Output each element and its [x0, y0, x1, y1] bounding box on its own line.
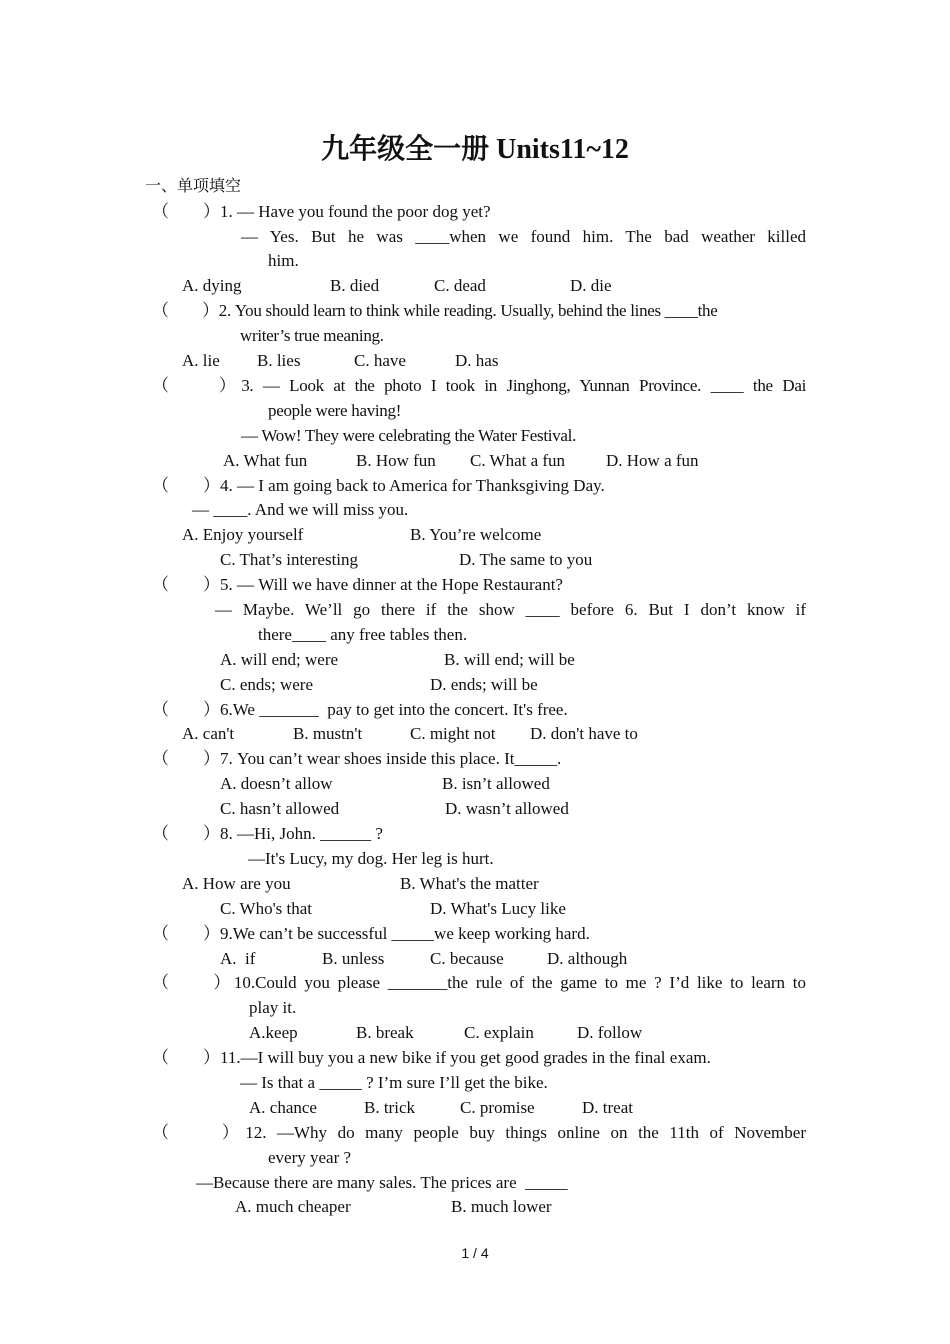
- question-1: （ ）1. — Have you found the poor dog yet?: [152, 202, 491, 221]
- q3-option-a: A. What fun: [223, 451, 308, 470]
- q6-option-d: D. don't have to: [530, 724, 638, 743]
- q2-option-a: A. lie: [182, 351, 220, 370]
- question-12-line-3: —Because there are many sales. The prices are _____: [196, 1173, 568, 1192]
- question-7: （ ）7. You can’t wear shoes inside this place. It_____.: [152, 749, 562, 768]
- question-4: （ ）4. — I am going back to America for Thanksgiving Day.: [152, 476, 605, 495]
- question-12: （ ）12. —Why do many people buy things online on the 11th of November: [152, 1123, 806, 1142]
- question-8-line-2: —It's Lucy, my dog. Her leg is hurt.: [248, 849, 494, 868]
- question-3: （ ）3. — Look at the photo I took in Jinghong, Yunnan Province. ____ the Dai: [152, 376, 806, 395]
- question-10: （ ）10.Could you please _______the rule of the game to me ? I’d like to learn to: [152, 973, 806, 992]
- q10-option-c: C. explain: [464, 1023, 534, 1042]
- question-3-line-2: people were having!: [268, 401, 402, 420]
- question-4-line-2: — ____. And we will miss you.: [192, 500, 409, 519]
- q3-option-c: C. What a fun: [470, 451, 566, 470]
- question-9: （ ）9.We can’t be successful _____we keep working hard.: [152, 924, 590, 943]
- question-11-line-2: — Is that a _____ ? I’m sure I’ll get the bike.: [240, 1073, 548, 1092]
- q5-option-c: C. ends; were: [220, 675, 314, 694]
- question-3-line-3: — Wow! They were celebrating the Water Festival.: [241, 426, 577, 445]
- q9-option-d: D. although: [547, 949, 628, 968]
- q3-option-b: B. How fun: [356, 451, 436, 470]
- q9-option-b: B. unless: [322, 949, 385, 968]
- question-5-line-3: there____ any free tables then.: [258, 625, 468, 644]
- question-12-line-2: every year ?: [268, 1148, 352, 1167]
- q7-option-d: D. wasn’t allowed: [445, 799, 569, 818]
- q12-option-b: B. much lower: [451, 1197, 552, 1216]
- q1-option-d: D. die: [570, 276, 612, 295]
- q1-option-a: A. dying: [182, 276, 242, 295]
- q8-option-c: C. Who's that: [220, 899, 312, 918]
- q10-option-b: B. break: [356, 1023, 414, 1042]
- q10-option-a: A.keep: [249, 1023, 298, 1042]
- q1-option-b: B. died: [330, 276, 380, 295]
- question-5: （ ）5. — Will we have dinner at the Hope Restaurant?: [152, 575, 563, 594]
- question-10-line-2: play it.: [249, 998, 297, 1017]
- question-6: （ ）6.We _______ pay to get into the concert. It's free.: [152, 700, 568, 719]
- page-number: 1 / 4: [461, 1245, 489, 1261]
- q1-option-c: C. dead: [434, 276, 486, 295]
- q12-option-a: A. much cheaper: [235, 1197, 351, 1216]
- page-title: 九年级全一册 Units11~12: [321, 134, 629, 165]
- q2-option-b: B. lies: [257, 351, 301, 370]
- q4-option-c: C. That’s interesting: [220, 550, 359, 569]
- q6-option-b: B. mustn't: [293, 724, 363, 743]
- q4-option-b: B. You’re welcome: [410, 525, 542, 544]
- q7-option-a: A. doesn’t allow: [220, 774, 333, 793]
- q7-option-b: B. isn’t allowed: [442, 774, 550, 793]
- q8-option-b: B. What's the matter: [400, 874, 539, 893]
- q9-option-a: A. if: [220, 949, 256, 968]
- q6-option-a: A. can't: [182, 724, 235, 743]
- question-1-line-2: — Yes. But he was ____when we found him. The bad weather killed: [241, 227, 806, 246]
- q11-option-a: A. chance: [249, 1098, 317, 1117]
- q11-option-c: C. promise: [460, 1098, 535, 1117]
- q9-option-c: C. because: [430, 949, 504, 968]
- q11-option-d: D. treat: [582, 1098, 633, 1117]
- q2-option-d: D. has: [455, 351, 499, 370]
- q3-option-d: D. How a fun: [606, 451, 699, 470]
- question-11: （ ）11.—I will buy you a new bike if you get good grades in the final exam.: [152, 1048, 711, 1067]
- question-5-line-2: — Maybe. We’ll go there if the show ____ before 6. But I don’t know if: [215, 600, 806, 619]
- q5-option-d: D. ends; will be: [430, 675, 538, 694]
- q5-option-b: B. will end; will be: [444, 650, 575, 669]
- q8-option-a: A. How are you: [182, 874, 291, 893]
- question-1-line-3: him.: [268, 251, 299, 270]
- q11-option-b: B. trick: [364, 1098, 415, 1117]
- q5-option-a: A. will end; were: [220, 650, 339, 669]
- q10-option-d: D. follow: [577, 1023, 643, 1042]
- question-2-line-2: writer’s true meaning.: [240, 326, 384, 345]
- q4-option-a: A. Enjoy yourself: [182, 525, 304, 544]
- q2-option-c: C. have: [354, 351, 406, 370]
- q8-option-d: D. What's Lucy like: [430, 899, 566, 918]
- question-8: （ ）8. —Hi, John. ______ ?: [152, 824, 383, 843]
- q6-option-c: C. might not: [410, 724, 496, 743]
- q4-option-d: D. The same to you: [459, 550, 593, 569]
- section-heading: 一、单项填空: [145, 176, 242, 195]
- q7-option-c: C. hasn’t allowed: [220, 799, 340, 818]
- question-2: （ ）2. You should learn to think while reading. Usually, behind the lines ____the: [152, 301, 718, 320]
